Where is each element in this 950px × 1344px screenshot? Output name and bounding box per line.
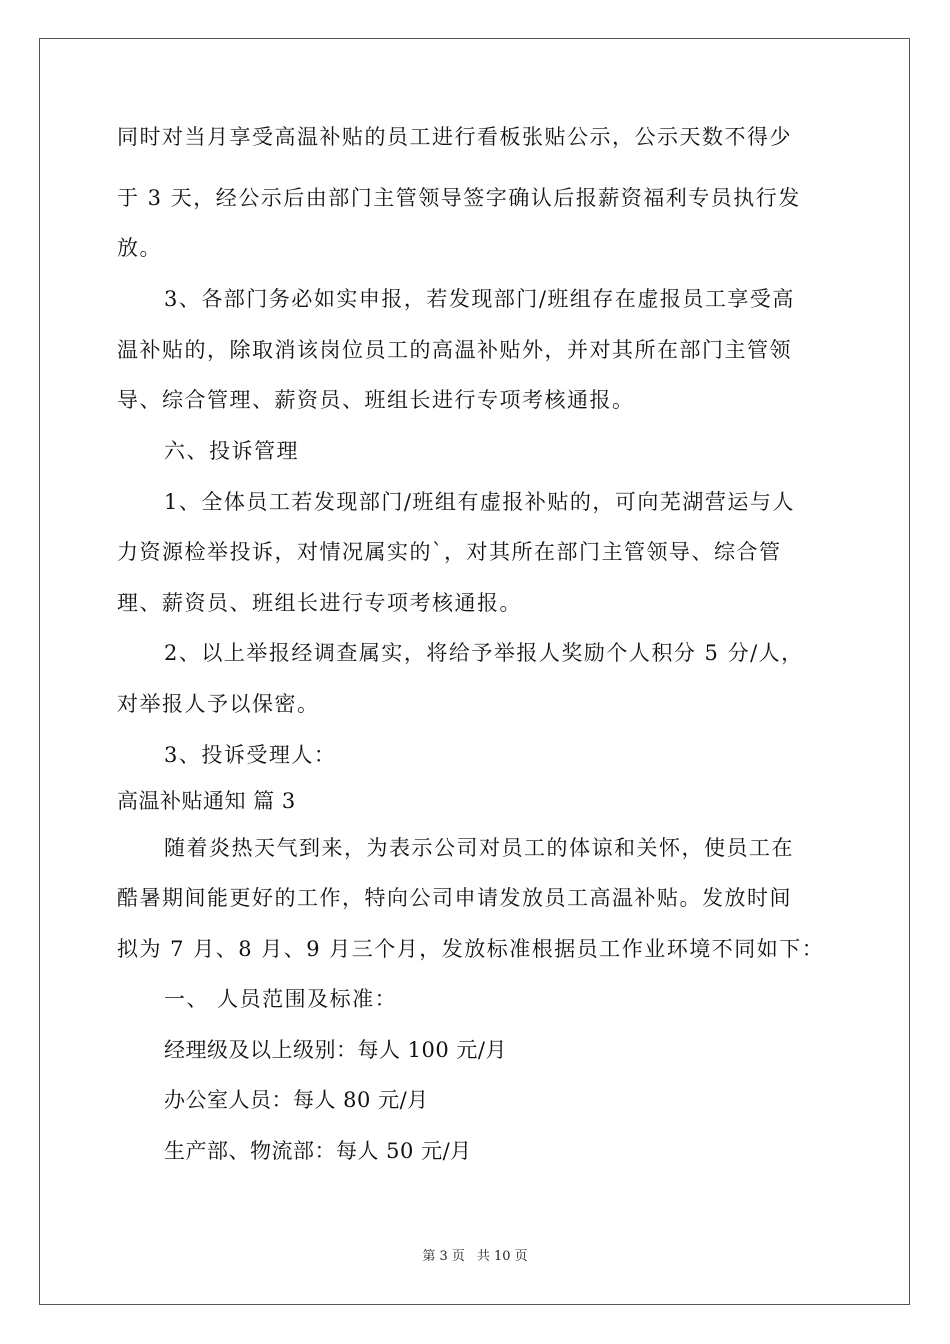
text-line: 1、全体员工若发现部门/班组有虚报补贴的，可向芜湖营运与人 bbox=[164, 490, 795, 514]
list-item: 办公室人员：每人 80 元/月 bbox=[164, 1088, 429, 1112]
text-line: 同时对当月享受高温补贴的员工进行看板张贴公示，公示天数不得少 bbox=[117, 125, 792, 149]
text-line: 3、投诉受理人： bbox=[164, 743, 337, 767]
page-border bbox=[39, 38, 910, 1305]
page-footer bbox=[0, 1249, 950, 1265]
text-line: 2、以上举报经调查属实，将给予举报人奖励个人积分 5 分/人， bbox=[164, 641, 804, 665]
text-line: 放。 bbox=[117, 236, 162, 260]
list-item: 生产部、物流部：每人 50 元/月 bbox=[164, 1139, 472, 1163]
text-line: 理、薪资员、班组长进行专项考核通报。 bbox=[117, 591, 522, 615]
text-line: 力资源检举投诉，对情况属实的`，对其所在部门主管领导、综合管 bbox=[117, 540, 782, 564]
text-line: 酷暑期间能更好的工作，特向公司申请发放员工高温补贴。发放时间 bbox=[117, 886, 792, 910]
list-item: 经理级及以上级别：每人 100 元/月 bbox=[164, 1038, 508, 1062]
page-total: 共 10 页 bbox=[476, 1249, 528, 1264]
text-line: 随着炎热天气到来，为表示公司对员工的体谅和关怀，使员工在 bbox=[164, 836, 794, 860]
page-number: 第 3 页 bbox=[422, 1249, 465, 1264]
text-line: 对举报人予以保密。 bbox=[117, 692, 320, 716]
list-heading: 一、 人员范围及标准： bbox=[164, 987, 398, 1011]
section-heading: 六、投诉管理 bbox=[164, 439, 299, 463]
text-line: 温补贴的，除取消该岗位员工的高温补贴外，并对其所在部门主管领 bbox=[117, 338, 792, 362]
text-line: 于 3 天，经公示后由部门主管领导签字确认后报薪资福利专员执行发 bbox=[117, 186, 801, 210]
text-line: 导、综合管理、薪资员、班组长进行专项考核通报。 bbox=[117, 388, 635, 412]
text-line: 3、各部门务必如实申报，若发现部门/班组存在虚报员工享受高 bbox=[164, 287, 795, 311]
article-title: 高温补贴通知 篇 3 bbox=[117, 789, 296, 813]
text-line: 拟为 7 月、8 月、9 月三个月，发放标准根据员工作业环境不同如下： bbox=[117, 937, 825, 961]
